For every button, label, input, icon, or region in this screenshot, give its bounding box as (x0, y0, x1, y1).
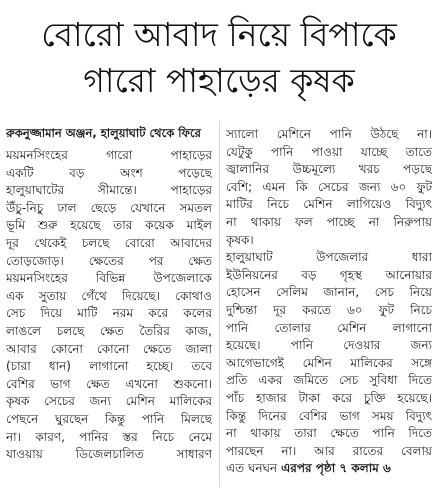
text-line: ইউনিয়নের বড় গৃহস্থ আনোয়ার (226, 267, 432, 282)
page-bottom-margin (0, 487, 438, 495)
article-column-right (226, 126, 432, 483)
text-line: না থাকায় তারা ক্ষেতে পানি দিতে (226, 426, 432, 441)
text-line: না থাকায় ফল পাচ্ছে না নিরুপায় (226, 214, 432, 229)
text-line: না। কারণ, পানির স্তর নিচে নেমে (6, 429, 212, 444)
text-line: এক সুতায় গেঁথে দিয়েছে। কোথাও (6, 288, 212, 303)
text-line: পানি তোলার মেশিন লাগানো (226, 320, 432, 335)
text-line: পেছনে ঘুরছেন কিন্তু পানি মিলছে (6, 411, 212, 426)
continuation-note: এরপর পৃষ্ঠা ৭ কলাম ৬ (281, 461, 391, 476)
last-text-line (226, 460, 432, 478)
text-line: (চারা ধান) লাগানো হচ্ছে। তবে (6, 359, 212, 374)
text-line: ময়মনসিংহের বিভিন্ন উপজেলাকে (6, 271, 212, 286)
headline (0, 12, 438, 104)
text-line: একটি বড় অংশ পড়েছে (6, 165, 212, 180)
text-line: পাঁচ হাজার টাকা করে চুক্তি হয়েছে। (226, 390, 432, 405)
text-line: যাওয়ায় ডিজেলচালিত সাধারণ (6, 447, 212, 462)
text-line: তোড়জোড়। ক্ষেতের পর ক্ষেত (6, 253, 212, 268)
text-line: দূর থেকেই চলছে বোরো আবাদের (6, 235, 212, 250)
text-line: আবার কোনো কোনো ক্ষেতে জালা (6, 341, 212, 356)
text-line: সেচ দিয়ে মাটি নরম করে কলের (6, 306, 212, 321)
article-column-left (6, 147, 212, 487)
text-line: প্রতি একর জমিতে সেচ সুবিধা দিতে (226, 373, 432, 388)
text-line: ময়মনসিংহের গারো পাহাড়ের (6, 148, 212, 162)
byline: রুকনুজ্জামান অঞ্জন, হালুয়াঘাট থেকে ফিরে (6, 126, 201, 140)
headline-line-2: গারো পাহাড়ের কৃষক (83, 61, 355, 100)
text-line: দুশ্চিন্তা দূর করতে ৬০ ফুট নিচে (226, 302, 432, 317)
text-line: স্যালো মেশিনে পানি উঠছে না। (226, 127, 432, 141)
text-line: হালুয়াঘাটের সীমান্তে। পাহাড়ের (6, 183, 212, 198)
cropped-top-strip (0, 0, 438, 9)
text-line: পারছেন না। আর রাতের বেলায় (226, 443, 432, 458)
text-line: কিন্তু দিনের বেশির ভাগ সময় বিদ্যুৎ (226, 408, 432, 423)
text-line: লাঙলে চলছে ক্ষেত তৈরির কাজ, (6, 323, 212, 338)
text-line: মাটির নিচে মেশিন লাগিয়েও বিদ্যুৎ (226, 197, 432, 212)
text-line: জ্বালানির উচ্চমূল্যে খরচ পড়ছে (226, 162, 432, 177)
text-line: আগেভাগেই মেশিন মালিকের সঙ্গে (226, 355, 432, 370)
text-line: কৃষক সেচের জন্য মেশিন মালিকের (6, 394, 212, 409)
text-line: কৃষক। (226, 232, 254, 247)
text-line: হোসেন সেলিম জানান, সেচ নিয়ে (226, 285, 432, 300)
headline-line-1: বোরো আবাদ নিয়ে বিপাকে (41, 15, 397, 54)
text-line: হালুয়াঘাট উপজেলার ধারা (226, 250, 432, 265)
text-line: বেশির ভাগ ক্ষেত এখনো শুকনো। (6, 376, 212, 391)
text-line: বেশি; এমন কি সেচের জন্য ৬০ ফুট (226, 179, 432, 194)
text-line: ভূমি শুরু হয়েছে তার কয়েক মাইল (6, 218, 212, 233)
text-line: যেটুকু পানি পাওয়া যাচ্ছে তাতে (226, 144, 432, 159)
text-line: উঁচু-নিচু ঢাল ছেড়ে যেখানে সমতল (6, 200, 212, 215)
column-divider (219, 121, 220, 487)
text-line: হয়েছে। পানি দেওয়ার জন্য (226, 338, 432, 353)
text-line-end: এত ঘনঘন (226, 461, 278, 476)
